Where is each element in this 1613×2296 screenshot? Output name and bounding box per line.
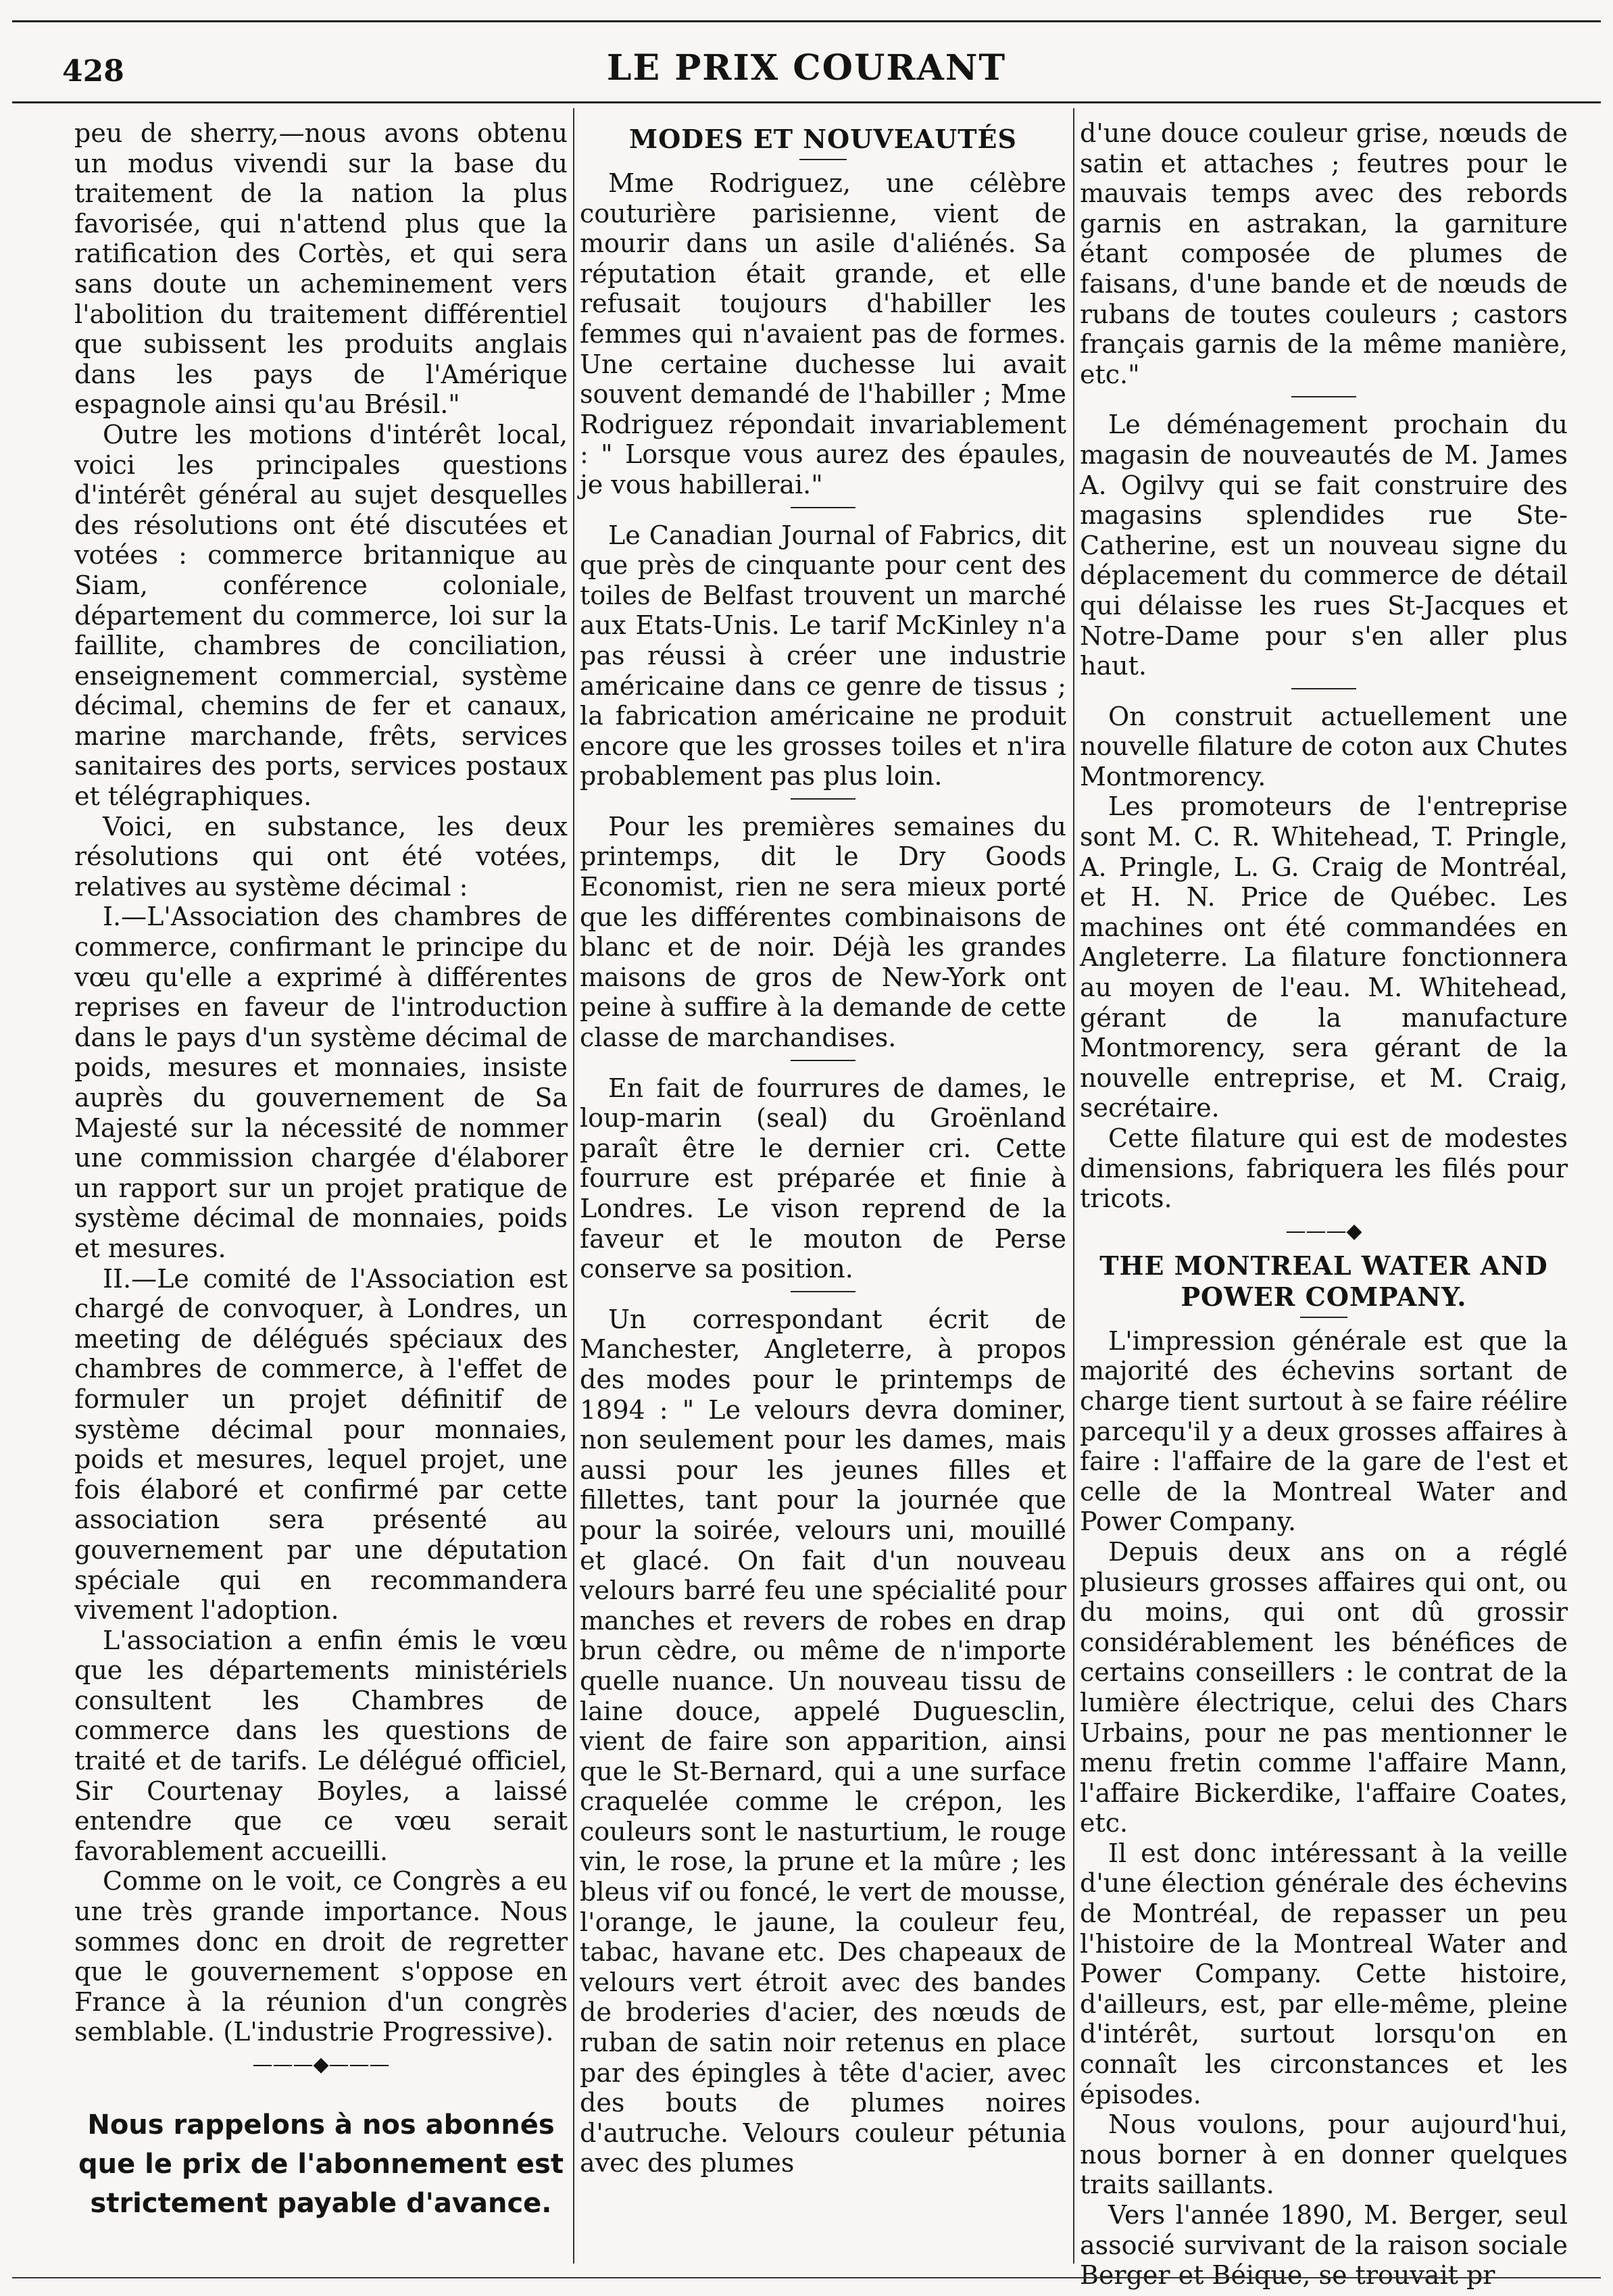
paragraph: Mme Rodriguez, une célèbre couturière parisienne, vient de mourir dans un asile d'aliénés. Sa réputation était grande, et elle refusait toujours d'habiller les femmes qui n'avaient pas de formes. Une certaine duchesse lui avait souvent demandé de l'habiller ; Mme Rodriguez répondait invariablement : " Lorsque vous aurez des épaules, je vous habillerai." [580,168,1066,499]
running-title: LE PRIX COURANT [606,47,1007,89]
subscription-notice: Nous rappelons à nos abonnés que le prix de l'abonnement est strictement payable d'avance. [78,2109,564,2219]
paragraph: II.—Le comité de l'Association est chargé de convoquer, à Londres, un meeting de délégués spéciaux des chambres de commerce, à l'effet de formuler un projet définitif de système décimal pour monnaies, poids et mesures, lequel projet, une fois élaboré et confirmé par cette association sera présenté au gouvernement par une députation spéciale qui en recommandera vivement l'adoption. [74,1263,568,1626]
paragraph: I.—L'Association des chambres de commerce, confirmant le principe du vœu qu'elle a exprimé à différentes reprises en faveur de l'introduction dans le pays d'un système décimal de poids, mesures et monnaies, insiste auprès du gouvernement de Sa Majesté sur la nécessité de nommer une commission chargée d'élaborer un rapport sur un projet pratique de système décimal de monnaies, poids et mesures. [74,902,568,1263]
paragraph: On construit actuellement une nouvelle filature de coton aux Chutes Montmorency. [1080,701,1568,791]
column-rule [573,108,574,2264]
column-1 [74,118,568,2255]
paragraph: Comme on le voit, ce Congrès a eu une très grande importance. Nous sommes donc en droit de regretter que le gouvernement s'oppose en France à la réunion d'un congrès semblable. (L'industrie Progressive). [74,1866,568,2047]
divider [791,1060,855,1061]
paragraph: En fait de fourrures de dames, le loup-marin (seal) du Groënland paraît être le dernier cri. Cette fourrure est préparée et finie à Londres. Le vison reprend de la faveur et le mouton de Perse conserve sa position. [580,1073,1066,1284]
paragraph: Il est donc intéressant à la veille d'une élection générale des échevins de Montréal, de repasser un peu l'histoire de la Montreal Water and Power Company. Cette histoire, d'ailleurs, est, par elle-même, pleine d'intérêt, surtout lorsqu'on en connaît les circonstances et les épisodes. [1080,1838,1568,2109]
bottom-rule [12,2277,1601,2278]
column-2 [580,118,1066,2255]
column-rule [1073,108,1074,2264]
divider [791,798,855,800]
paragraph: Depuis deux ans on a réglé plusieurs grosses affaires qui ont, ou du moins, qui ont dû grossir considérablement les bénéfices de certains conseillers : le contrat de la lumière électrique, celui des Chars Urbains, pour ne pas mentionner le menu fretin comme l'affaire Mann, l'affaire Bickerdike, l'affaire Coates, etc. [1080,1536,1568,1838]
section-heading: THE MONTREAL WATER AND POWER COMPANY. [1099,1250,1548,1312]
paragraph: Cette filature qui est de modestes dimensions, fabriquera les filés pour tricots. [1080,1123,1568,1214]
paragraph: L'association a enfin émis le vœu que les départements ministériels consultent les Chambres de commerce dans les questions de traité et de tarifs. Le délégué officiel, Sir Courtenay Boyles, a laissé entendre que ce vœu serait favorablement accueilli. [74,1625,568,1866]
paragraph: Vers l'année 1890, M. Berger, seul associé survivant de la raison sociale Berger et Béique, se trouvait pr [1080,2200,1568,2291]
divider [799,159,847,160]
paragraph: Le Canadian Journal of Fabrics, dit que près de cinquante pour cent des toiles de Belfast trouvent un marché aux Etats-Unis. Le tarif McKinley n'a pas réussi à créer une industrie américaine dans ce genre de tissus ; la fabrication américaine ne produit encore que les grosses toiles et n'ira probablement pas plus loin. [580,520,1066,791]
paragraph: Voici, en substance, les deux résolutions qui ont été votées, relatives au système décimal : [74,811,568,902]
paragraph: Un correspondant écrit de Manchester, Angleterre, à propos des modes pour le printemps de 1894 : " Le velours devra dominer, non seulement pour les dames, mais aussi pour les jeunes filles et fillettes, tant pour la journée que pour la soirée, velours uni, mouillé et glacé. On fait d'un nouveau velours barré feu une spécialité pour manches et revers de robes en drap brun cèdre, ou même de n'importe quelle nuance. Un nouveau tissu de laine douce, appelé Duguesclin, vient de faire son apparition, ainsi que le St-Bernard, qui a une surface craquelée comme le crépon, les couleurs sont le nasturtium, le rouge vin, le rose, la prune et la mûre ; les bleus vif ou foncé, le vert de mousse, l'orange, le jaune, la couleur feu, tabac, havane etc. Des chapeaux de velours vert étroit avec des bandes de broderies d'acier, des nœuds de ruban de satin noir retenus en place par des épingles à tête d'acier, avec des bouts de plumes noires d'autruche. Velours couleur pétunia avec des plumes [580,1304,1066,2178]
divider [791,1291,855,1292]
paragraph: d'une douce couleur grise, nœuds de satin et attaches ; feutres pour le mauvais temps avec des rebords garnis en astrakan, la garniture étant composée de plumes de faisans, d'une bande et de nœuds de rubans de toutes couleurs ; castors français garnis de la même manière, etc." [1080,118,1568,389]
divider [1291,688,1356,689]
divider [1291,396,1356,397]
paragraph: Les promoteurs de l'entreprise sont M. C. R. Whitehead, T. Pringle, A. Pringle, L. G. Craig de Montréal, et H. N. Price de Québec. Les machines ont été commandées en Angleterre. La filature fonctionnera au moyen de l'eau. M. Whitehead, gérant de la manufacture Montmorency, sera gérant de la nouvelle entreprise, et M. Craig, secrétaire. [1080,791,1568,1123]
header-rule [12,101,1601,103]
paragraph: Nous voulons, pour aujourd'hui, nous borner à en donner quelques traits saillants. [1080,2109,1568,2200]
paragraph: L'impression générale est que la majorité des échevins sortant de charge tient surtout à se faire réélire parcequ'il y a deux grosses affaires à faire : l'affaire de la gare de l'est et celle de la Montreal Water and Power Company. [1080,1325,1568,1537]
divider [791,507,855,508]
paragraph: peu de sherry,—nous avons obtenu un modus vivendi sur la base du traitement de la nation la plus favorisée, qui n'attend plus que la ratification des Cortès, et qui sera sans doute un acheminement vers l'abolition du traitement différentiel que subissent les produits anglais dans les pays de l'Amérique espagnole ainsi qu'au Brésil." [74,118,568,420]
ornament-divider: ———◆ [1285,1219,1362,1243]
paragraph: Le déménagement prochain du magasin de nouveautés de M. James A. Ogilvy qui se fait construire des magasins splendides rue Ste-Catherine, est un nouveau signe du déplacement du commerce de détail qui délaisse les rues St-Jacques et Notre-Dame pour s'en aller plus haut. [1080,410,1568,681]
paragraph: Pour les premières semaines du printemps, dit le Dry Goods Economist, rien ne sera mieux porté que les différentes combinaisons de blanc et de noir. Déjà les grandes maisons de gros de New-York ont peine à suffire à la demande de cette classe de marchandises. [580,811,1066,1053]
paragraph: Outre les motions d'intérêt local, voici les principales questions d'intérêt général au sujet desquelles des résolutions ont été discutées et votées : commerce britannique au Siam, conférence coloniale, département du commerce, loi sur la faillite, chambres de conciliation, enseignement commercial, système décimal, chemins de fer et canaux, marine marchande, frêts, services sanitaires des ports, services postaux et télégraphiques. [74,419,568,812]
column-3 [1080,118,1568,2291]
page-number: 428 [62,54,124,89]
divider [1300,1317,1347,1318]
ornament-divider: ———◆——— [252,2053,390,2076]
top-rule [12,20,1601,22]
section-heading: MODES ET NOUVEAUTÉS [629,124,1017,154]
